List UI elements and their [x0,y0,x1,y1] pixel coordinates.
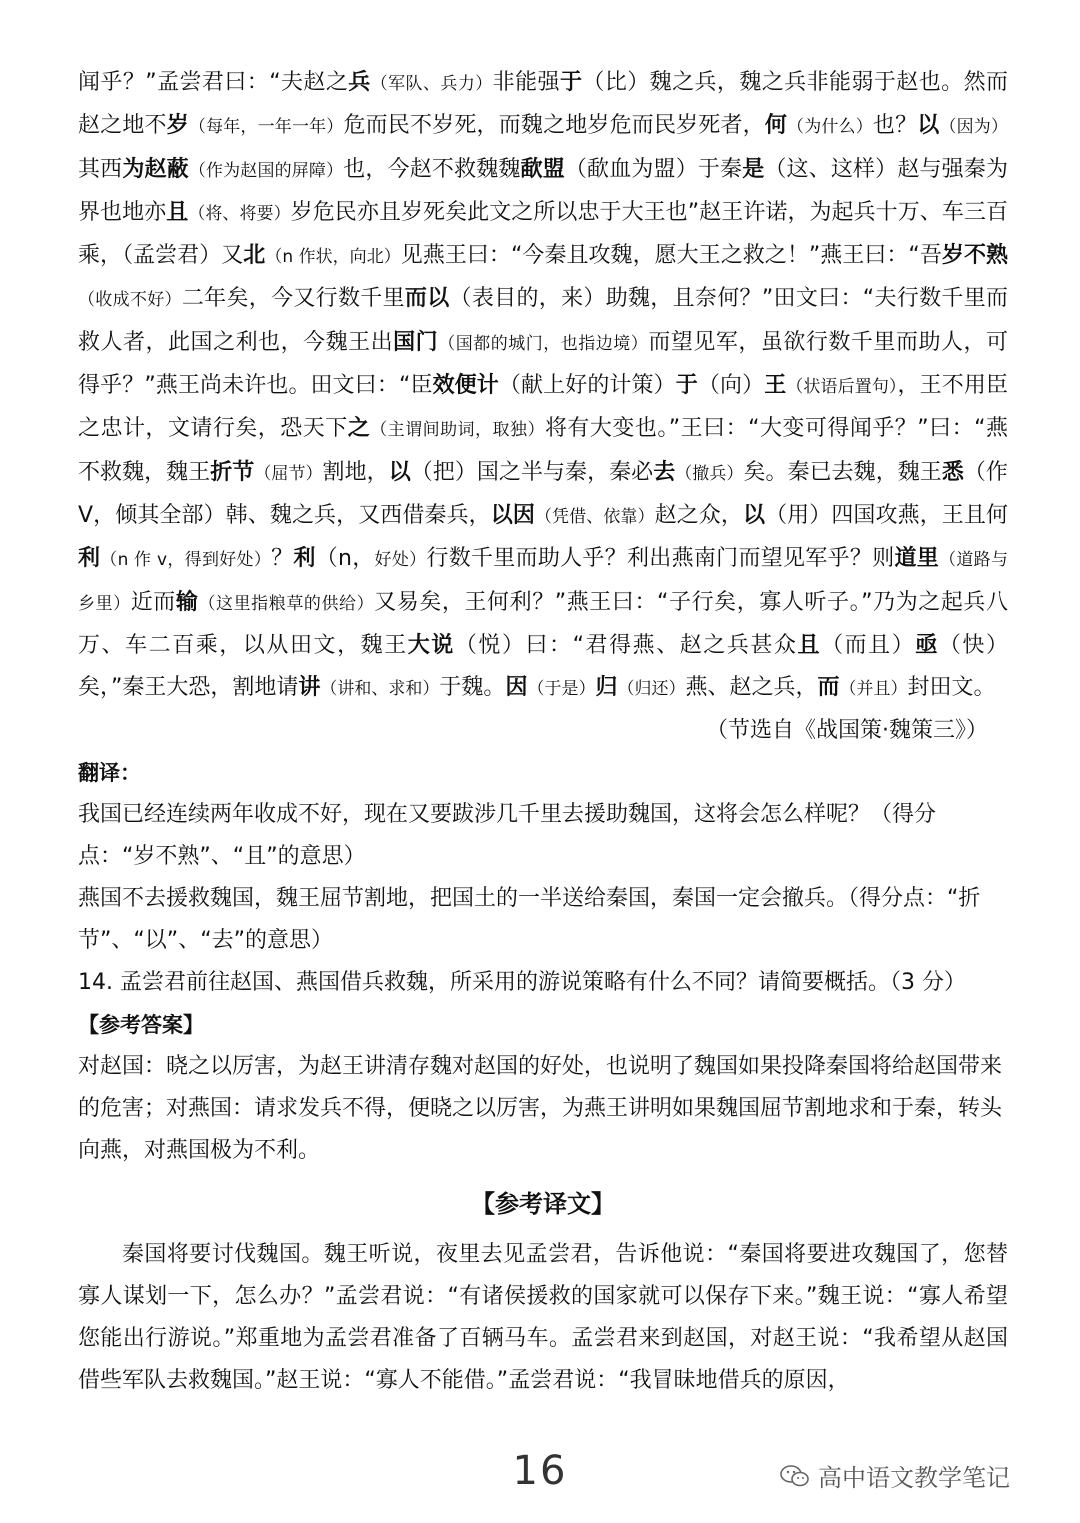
passage-text: 割地， [322,459,389,485]
keyword: 而 [817,675,840,701]
keyword: 输 [175,589,199,615]
annotation: （为什么） [787,117,873,138]
keyword: 讲 [298,675,321,701]
annotation: （国都的城门，也指边境） [438,333,649,354]
keyword: 以因 [490,502,535,528]
annotation: （主谓间助词，取独） [370,420,545,441]
keyword: 何 [764,113,788,139]
keyword: 兵 [348,70,371,95]
passage-text: 二年矣，今又行数千里 [181,286,405,312]
keyword: 归 [595,675,618,701]
keyword: 北 [243,243,266,269]
keyword: 利 [293,546,316,572]
passage-text: （歃血为盟）于秦 [564,156,743,182]
passage-text: （表目的，来）助魏，且奈何？”田文曰：“夫行数千里而救人者，此国之利也，今魏王出 [78,286,1009,355]
annotation: （撤兵） [675,463,744,484]
passage-text: 燕、赵之兵， [685,675,818,701]
answer-heading: 【参考答案】 [78,1013,204,1038]
passage-text: 矣。秦已去魏，魏王 [743,459,942,485]
watermark [780,1458,1010,1493]
passage-text: 也？ [872,113,918,139]
passage-text: 将有大变也。”王曰：“大变可得闻乎？”曰：“燕不救魏，魏王 [78,416,1008,485]
passage-text: 封田文。 [907,675,996,701]
keyword: 悉 [941,459,964,485]
passage-text: （把）国之半与秦，秦必 [410,459,654,485]
passage-text: （献上好的计策） [498,373,676,399]
passage-text: 而望见军，虽欲行数千里而助人，可得乎？”燕王尚未许也。田文曰：“臣 [78,329,1008,399]
translation-line-2: 燕国不去援救魏国，魏王屈节割地，把国土的一半送给秦国，秦国一定会撤兵。（得分点：“折节”、“以”、“去”的意思） [78,886,981,954]
annotation: 好处） [374,550,427,571]
passage-text: 其西 [78,156,123,182]
passage-text: （作 V，倾其全部）韩、魏之兵，又西借秦兵， [78,459,1008,528]
watermark-text: 高中语文教学笔记 [818,1464,1010,1492]
answer-text: 对赵国：晓之以厉害，为赵王讲清存魏对赵国的好处，也说明了魏国如果投降秦国将给赵国带来的危害；对燕国：请求发兵不得，便晓之以厉害，为燕王讲明如果魏国屈节割地求和于秦，转头向燕，对燕国极为不利。 [78,1054,1003,1164]
annotation: （每年，一年一年） [188,117,344,138]
keyword: 效便计 [432,373,499,399]
keyword: 以 [742,502,766,528]
passage-text: 也，今赵不救魏魏 [343,156,521,182]
passage-text: （用）四国攻燕，王且何 [765,502,1008,528]
keyword: 为赵蔽 [122,156,189,182]
passage-text: （n， [315,546,375,572]
page-number: 16 [512,1448,568,1494]
keyword: 去 [653,459,676,485]
annotation: （凭借、依靠） [534,506,655,527]
passage-text: 见燕王曰：“今秦且攻魏，愿大王之救之！”燕王曰：“吾 [400,243,942,269]
passage-text: 近而 [130,589,176,615]
classical-passage [78,62,1008,710]
passage-text: （比）魏之兵，魏之兵非能弱于赵也。然而赵之地不 [78,70,1008,139]
passage-text: 行数千里而助人乎？利出燕南门而望见军乎？则 [426,546,895,572]
passage-text: （向） [697,373,765,399]
annotation: （n 作 v，得到好处） [100,550,272,571]
keyword: 岁 [166,113,189,139]
passage-text: 危而民不岁死，而魏之地岁危而民岁死者， [343,113,765,139]
keyword: 岁不熟 [941,243,1008,269]
annotation: （于是） [527,679,596,700]
keyword: 且 [797,632,822,658]
keyword: 王 [764,373,787,399]
keyword: 以 [917,113,940,139]
annotation: （并且） [839,679,908,700]
passage-text: ，王不用臣之忠计，文请行矣，恐天下 [78,373,1008,442]
keyword: 道里 [894,546,940,572]
passage-text: 又易矣，王何利？”燕王曰：“子行矣，寡人听子。”乃为之起兵八万、车二百乘，以从田文，魏王 [78,589,1008,658]
passage-text: （而且） [821,632,916,658]
keyword: 因 [505,675,528,701]
annotation: （状语后置句） [786,377,898,398]
keyword: 于 [559,70,583,95]
source-citation: （节选自《战国策·魏策三》） [706,718,988,744]
annotation: （因为） [939,117,1008,138]
annotation: （归还） [617,679,686,700]
keyword: 大说 [407,632,455,658]
passage-text: ？ [271,546,294,572]
translation-heading: 翻译： [78,761,141,786]
keyword: 于 [675,373,698,399]
reference-translation-text: 秦国将要讨伐魏国。魏王听说，夜里去见孟尝君，告诉他说：“秦国将要进攻魏国了，您替寡人谋划一下，怎么办？”孟尝君说：“有诸侯援救的国家就可以保存下来。”魏王说：“寡人希望您能出行游说。”郑重地为孟尝君准备了百辆马车。孟尝君来到赵国，对赵王说：“我希望从赵国借些军队去救魏国。”赵王说：“寡人不能借。”孟尝君说：“我冒昧地借兵的原因， [78,1242,1008,1394]
keyword: 国门 [393,329,439,355]
keyword: 且 [166,199,189,225]
wechat-icon [780,1464,810,1488]
annotation: （作为赵国的屏障） [188,160,344,181]
keyword: 之 [347,416,371,442]
question-14: 14. 孟尝君前往赵国、燕国借兵救魏，所采用的游说策略有什么不同？请简要概括。（3 分） [78,970,966,996]
passage-text: （快）矣，”秦王大恐，割地请 [78,632,1008,701]
annotation: （n 作状，向北） [265,247,401,268]
passage-text: 非能强 [492,70,560,95]
passage-text: 赵之众， [654,502,743,528]
keyword: 折节 [210,459,255,485]
document-page [78,62,1008,1402]
annotation: （道路与乡里） [78,550,1008,614]
keyword: 亟 [915,632,939,658]
passage-text: （这、这样）赵与强秦为界也地亦 [78,156,1008,225]
annotation: （这里指粮草的供给） [198,593,375,614]
passage-text: 闻乎？”孟尝君曰：“夫赵之 [78,70,349,95]
passage-text: 岁危民亦且岁死矣此文之所以忠于大王也”赵王许诺，为起兵十万、车三百乘，（孟尝君）又 [78,199,1008,269]
annotation: （军队、兵力） [370,74,493,94]
keyword: 以 [388,459,411,485]
annotation: （收成不好） [78,290,182,311]
reference-translation-title: 【参考译文】 [471,1190,615,1219]
passage-text: （悦）曰：“君得燕、赵之兵甚众 [454,632,798,658]
keyword: 而以 [404,286,450,312]
annotation: （屈节） [254,463,323,484]
keyword: 是 [742,156,765,182]
translation-line-1: 我国已经连续两年收成不好，现在又要跋涉几千里去援助魏国，这将会怎么样呢？（得分点：“岁不熟”、“且”的意思） [78,802,937,870]
annotation: （讲和、求和） [320,679,440,700]
passage-text: 于魏。 [439,675,506,701]
keyword: 歃盟 [520,156,565,182]
annotation: （将、将要） [188,203,291,224]
keyword: 利 [78,546,101,572]
